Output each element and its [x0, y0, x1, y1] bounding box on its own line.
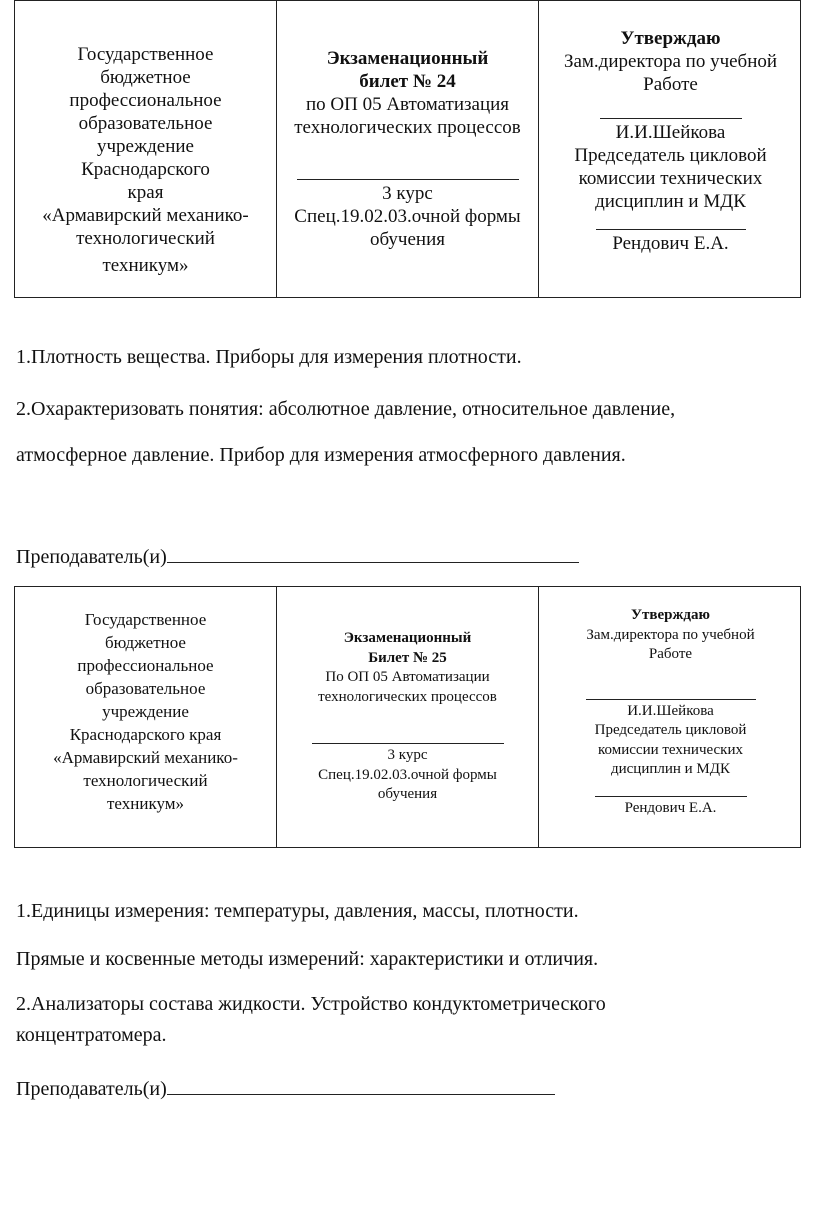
question-1: 1.Плотность вещества. Приборы для измерения плотности. [16, 346, 522, 368]
org-line: Краснодарского [81, 159, 210, 180]
signature-rule [596, 213, 746, 230]
ticket-info-cell [277, 1, 539, 297]
chair-title: Председатель цикловой [574, 145, 767, 166]
org-line: учреждение [102, 702, 189, 721]
chair-title: Председатель цикловой [594, 722, 747, 738]
course-line: 3 курс [387, 747, 428, 763]
org-line: Государственное [84, 610, 207, 629]
ticket-25-header-table [14, 586, 801, 848]
org-line: технологический [76, 228, 215, 249]
question-2-line-1: 2.Анализаторы состава жидкости. Устройство кондуктометрического [16, 993, 606, 1015]
org-line: технологический [83, 771, 208, 790]
question-1: 1.Единицы измерения: температуры, давления, массы, плотности. [16, 900, 579, 922]
chair-title: комиссии технических [578, 168, 763, 189]
deputy-name: И.И.Шейкова [627, 702, 714, 719]
ticket-title: Экзаменационный [343, 630, 472, 646]
teacher-signature-line [16, 542, 579, 569]
deputy-title: Зам.директора по учебной [586, 626, 755, 643]
org-line: «Армавирский механико- [42, 205, 249, 226]
org-line: техникум» [107, 794, 184, 813]
divider-rule [312, 707, 504, 744]
chair-name: Рендович Е.А. [612, 233, 729, 254]
spec-line: Спец.19.02.03.очной формы [294, 206, 521, 227]
spec-line: Спец.19.02.03.очной формы [318, 766, 497, 783]
form-line: обучения [369, 229, 445, 250]
org-line: бюджетное [105, 633, 186, 652]
teacher-label: Преподаватель(и) [16, 1078, 167, 1100]
approve-label: Утверждаю [631, 607, 710, 623]
approval-cell [539, 1, 802, 297]
question-2-line-2: атмосферное давление. Прибор для измерения атмосферного давления. [16, 444, 626, 466]
deputy-title: Работе [643, 74, 698, 95]
org-line: учреждение [97, 136, 194, 157]
subject-line: по ОП 05 Автоматизация [305, 94, 510, 115]
org-line: техникум» [102, 255, 189, 276]
deputy-title: Зам.директора по учебной [563, 51, 778, 72]
ticket-24-header-table [14, 0, 801, 298]
org-line: края [127, 182, 164, 203]
teacher-signature-rule [167, 1074, 555, 1095]
teacher-signature-line [16, 1074, 555, 1101]
deputy-title: Работе [648, 646, 693, 662]
subject-line: технологических процессов [294, 117, 521, 138]
org-line: образовательное [78, 113, 213, 134]
org-line: бюджетное [100, 67, 191, 88]
course-line: 3 курс [382, 183, 433, 204]
question-2-line-1: 2.Охарактеризовать понятия: абсолютное давление, относительное давление, [16, 398, 676, 420]
org-line: образовательное [85, 679, 206, 698]
organization-cell [15, 587, 277, 847]
ticket-number: Билет № 25 [368, 649, 447, 666]
chair-title: комиссии технических [598, 741, 743, 758]
signature-rule [595, 780, 747, 797]
ticket-title: Экзаменационный [326, 48, 489, 69]
org-line: Краснодарского края [69, 725, 222, 744]
org-line: «Армавирский механико- [53, 748, 238, 767]
org-line: профессиональное [69, 90, 222, 111]
org-line: профессиональное [77, 656, 214, 675]
teacher-signature-rule [167, 542, 579, 563]
form-line: обучения [377, 786, 438, 802]
chair-title: дисциплин и МДК [595, 191, 746, 212]
deputy-name: И.И.Шейкова [615, 122, 726, 143]
divider-rule [297, 139, 519, 180]
question-2-line-2: концентратомера. [16, 1024, 167, 1046]
chair-name: Рендович Е.А. [624, 799, 717, 816]
chair-title: дисциплин и МДК [610, 761, 731, 777]
approve-label: Утверждаю [620, 28, 721, 49]
ticket-info-cell [277, 587, 539, 847]
teacher-label: Преподаватель(и) [16, 546, 167, 568]
question-1-line-2: Прямые и косвенные методы измерений: характеристики и отличия. [16, 948, 599, 970]
signature-rule [586, 665, 756, 700]
signature-rule [600, 96, 742, 119]
organization-cell [15, 1, 277, 297]
ticket-number: билет № 24 [359, 71, 456, 92]
org-line: Государственное [77, 44, 214, 65]
subject-line: По ОП 05 Автоматизации [325, 669, 490, 685]
approval-cell [539, 587, 802, 847]
subject-line: технологических процессов [318, 688, 497, 705]
